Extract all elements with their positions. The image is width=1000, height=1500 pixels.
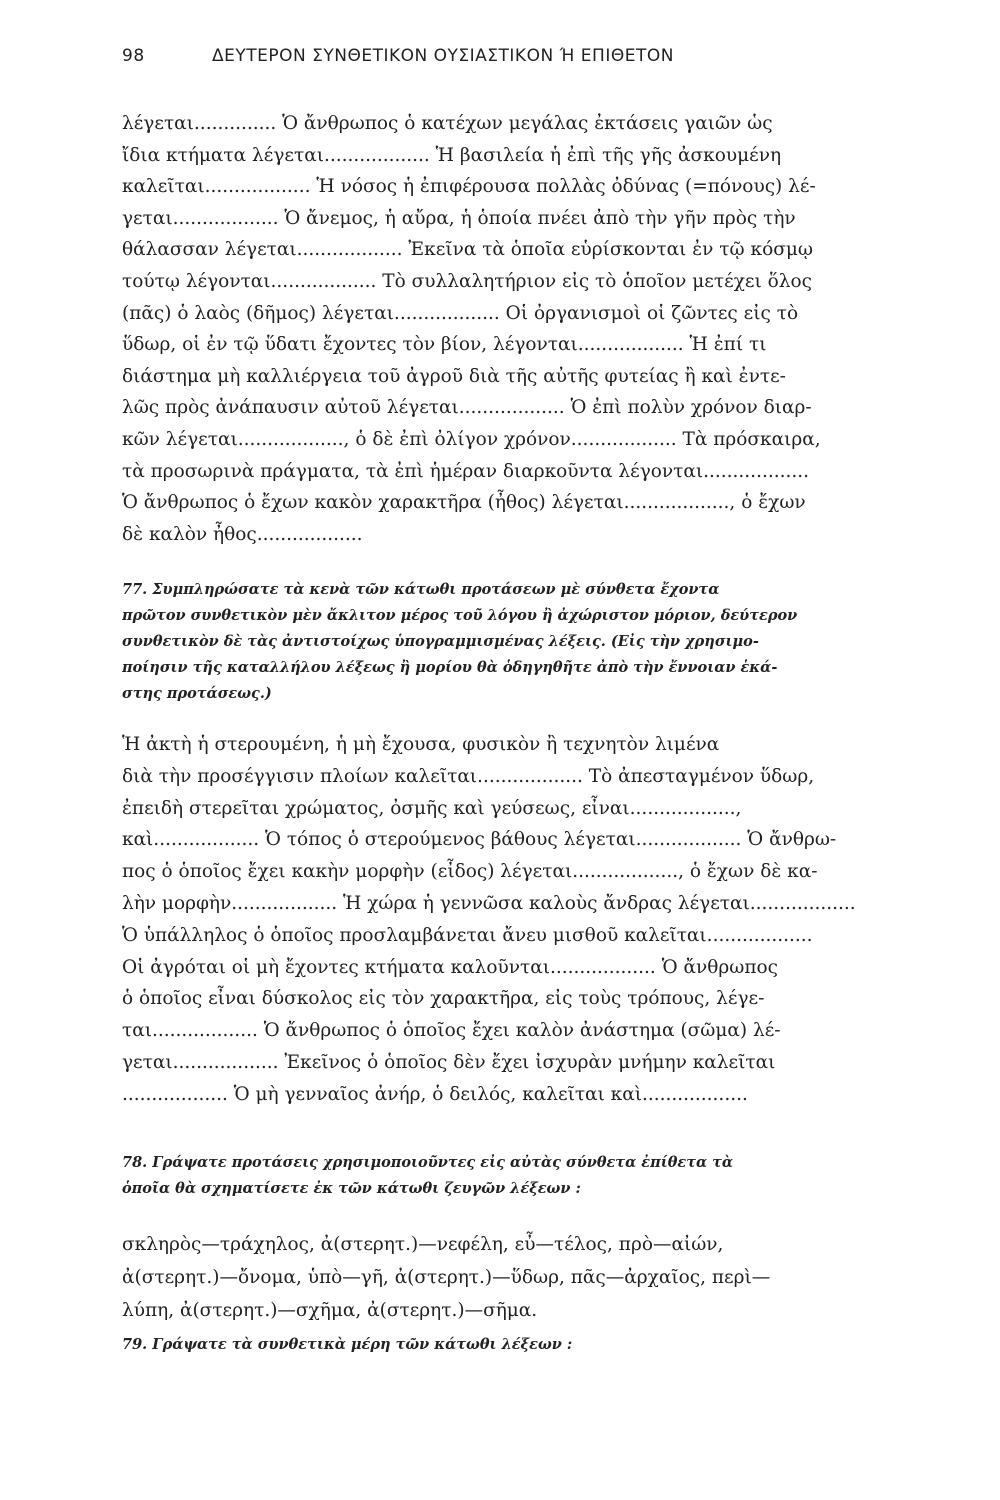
text-line: ἴδια κτήματα λέγεται.................. Ἡ βασιλεία ἡ ἐπὶ τῆς γῆς ἀσκουμένη xyxy=(122,144,782,166)
text-line: λύπη, ἀ(στερητ.)—σχῆμα, ἀ(στερητ.)—σῆμα. xyxy=(122,1300,538,1321)
text-line: Οἱ ἀγρόται οἱ μὴ ἔχοντες κτήματα καλοῦνται.................. Ὁ ἄνθρωπος xyxy=(122,956,778,978)
text-line: καὶ.................. Ὁ τόπος ὁ στερούμενος βάθους λέγεται.................. Ὁ ἄνθρω- xyxy=(122,829,837,851)
text-line: ὁποῖα θὰ σχηματίσετε ἐκ τῶν κάτωθι ζευγῶν λέξεων : xyxy=(122,1180,581,1197)
text-line: πος ὁ ὁποῖος ἔχει κακὴν μορφὴν (εἶδος) λέγεται.................., ὁ ἔχων δὲ κα- xyxy=(122,861,818,883)
word-pairs-exercise-78 xyxy=(122,1228,934,1327)
text-line: .................. Ὁ μὴ γενναῖος ἀνήρ, ὁ δειλός, καλεῖται καὶ.................. xyxy=(122,1083,748,1105)
text-line: ται.................. Ὁ ἄνθρωπος ὁ ὁποῖος ἔχει καλὸν ἀνάστημα (σῶμα) λέ- xyxy=(122,1020,781,1042)
text-line: ὕδωρ, οἱ ἐν τῷ ὕδατι ἔχοντες τὸν βίον, λέγονται.................. Ἡ ἐπί τι xyxy=(122,334,767,356)
text-line: λῶς πρὸς ἀνάπαυσιν αὐτοῦ λέγεται.................. Ὁ ἐπὶ πολὺν χρόνον διαρ- xyxy=(122,397,812,419)
text-line: ἀ(στερητ.)—ὄνομα, ὑπὸ—γῆ, ἀ(στερητ.)—ὕδωρ, πᾶς—ἀρχαῖος, περὶ— xyxy=(122,1267,771,1288)
text-line: πρῶτον συνθετικὸν μὲν ἄκλιτον μέρος τοῦ λόγου ἢ ἀχώριστον μόριον, δεύτερον xyxy=(122,607,798,624)
paragraph-76-continued xyxy=(122,108,934,550)
text-line: Ὁ ἄνθρωπος ὁ ἔχων κακὸν χαρακτῆρα (ἦθος) λέγεται.................., ὁ ἔχων xyxy=(122,492,806,514)
text-line: δὲ καλὸν ἦθος.................. xyxy=(122,523,363,545)
text-line: θάλασσαν λέγεται.................. Ἐκεῖνα τὰ ὁποῖα εὑρίσκονται ἐν τῷ κόσμῳ xyxy=(122,239,813,261)
text-line: τὰ προσωρινὰ πράγματα, τὰ ἐπὶ ἡμέραν διαρκοῦντα λέγονται.................. xyxy=(122,460,809,482)
text-line: 78. Γράψατε προτάσεις χρησιμοποιοῦντες εἰς αὐτὰς σύνθετα ἐπίθετα τὰ xyxy=(122,1154,734,1171)
text-line: ποίησιν τῆς καταλλήλου λέξεως ἢ μορίου θὰ ὁδηγηθῆτε ἀπὸ τὴν ἔννοιαν ἑκά- xyxy=(122,659,778,676)
text-line: διὰ τὴν προσέγγισιν πλοίων καλεῖται.................. Τὸ ἀπεσταγμένον ὕδωρ, xyxy=(122,765,815,787)
text-line: γεται.................. Ἐκεῖνος ὁ ὁποῖος δὲν ἔχει ἰσχυρὰν μνήμην καλεῖται xyxy=(122,1051,776,1073)
text-line: (πᾶς) ὁ λαὸς (δῆμος) λέγεται.................. Οἱ ὀργανισμοὶ οἱ ζῶντες εἰς τὸ xyxy=(122,302,799,324)
text-line: καλεῖται.................. Ἡ νόσος ἡ ἐπιφέρουσα πολλὰς ὀδύνας (=πόνους) λέ- xyxy=(122,176,816,198)
text-line: Ἡ ἀκτὴ ἡ στερουμένη, ἡ μὴ ἔχουσα, φυσικὸν ἢ τεχνητὸν λιμένα xyxy=(122,734,720,755)
text-line: ὁ ὁποῖος εἶναι δύσκολος εἰς τὸν χαρακτῆρα, εἰς τοὺς τρόπους, λέγε- xyxy=(122,988,765,1010)
text-line: γεται.................. Ὁ ἄνεμος, ἡ αὔρα, ἡ ὁποία πνέει ἀπὸ τὴν γῆν πρὸς τὴν xyxy=(122,207,796,229)
text-line: κῶν λέγεται.................., ὁ δὲ ἐπὶ ὀλίγον χρόνον.................. Τὰ πρόσκαιρα, xyxy=(122,428,821,450)
text-line: τούτῳ λέγονται.................. Τὸ συλλαλητήριον εἰς τὸ ὁποῖον μετέχει ὅλος xyxy=(122,270,812,292)
text-line: λὴν μορφὴν.................. Ἡ χώρα ἡ γεννῶσα καλοὺς ἄνδρας λέγεται.................. xyxy=(122,892,856,914)
text-line: 79. Γράψατε τὰ συνθετικὰ μέρη τῶν κάτωθι λέξεων : xyxy=(122,1336,573,1353)
text-line: συνθετικὸν δὲ τὰς ἀντιστοίχως ὑπογραμμισμένας λέξεις. (Εἰς τὴν χρησιμο- xyxy=(122,633,759,650)
text-line: σκληρὸς—τράχηλος, ἀ(στερητ.)—νεφέλη, εὖ—τέλος, πρὸ—αἰών, xyxy=(122,1234,724,1255)
text-line: διάστημα μὴ καλλιέργεια τοῦ ἀγροῦ διὰ τῆς αὐτῆς φυτείας ἢ καὶ ἐντε- xyxy=(122,365,786,387)
text-line: Ὁ ὑπάλληλος ὁ ὁποῖος προσλαμβάνεται ἄνευ μισθοῦ καλεῖται.................. xyxy=(122,924,813,946)
exercise-78-instructions xyxy=(122,1150,934,1202)
exercise-77-instructions xyxy=(122,577,934,707)
running-title: ΔΕΥΤΕΡΟΝ ΣΥΝΘΕΤΙΚΟΝ ΟΥΣΙΑΣΤΙΚΟΝ Ή ΕΠΙΘΕΤΟΝ xyxy=(212,46,674,66)
paragraph-exercise-77 xyxy=(122,729,934,1111)
text-line: 77. Συμπληρώσατε τὰ κενὰ τῶν κάτωθι προτάσεων μὲ σύνθετα ἔχοντα xyxy=(122,581,720,598)
exercise-79-instructions xyxy=(122,1332,934,1358)
running-header xyxy=(122,46,842,66)
page-number: 98 xyxy=(122,46,145,66)
text-line: λέγεται.............. Ὁ ἄνθρωπος ὁ κατέχων μεγάλας ἐκτάσεις γαιῶν ὡς xyxy=(122,113,773,134)
text-line: ἐπειδὴ στερεῖται χρώματος, ὀσμῆς καὶ γεύσεως, εἶναι.................., xyxy=(122,797,742,819)
text-line: στης προτάσεως.) xyxy=(122,685,272,702)
